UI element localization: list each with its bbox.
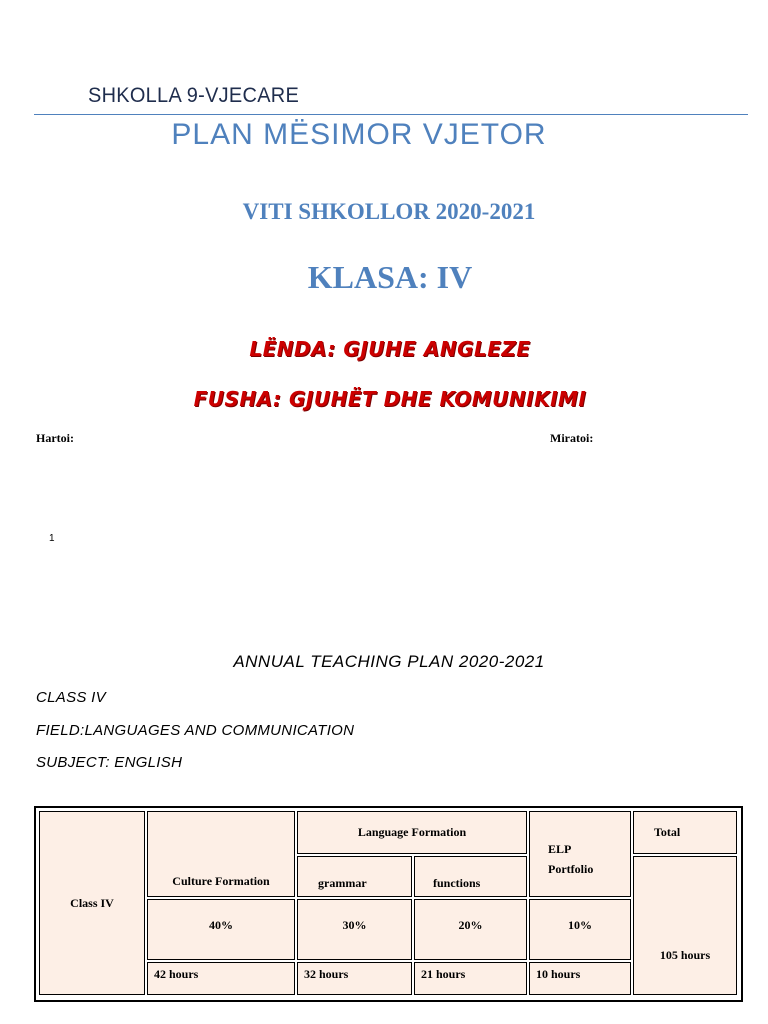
table-cell-language: Language Formation [297,811,527,854]
table-cell-functions-hours: 21 hours [414,962,527,995]
school-name: SHKOLLA 9-VJECARE [88,84,300,107]
table-cell-culture-hours: 42 hours [147,962,295,995]
plan-field: FIELD:LANGUAGES AND COMMUNICATION [36,722,355,739]
subject-heading: LËNDA: GJUHE ANGLEZE [249,337,531,361]
table-cell-grammar-hours: 32 hours [297,962,412,995]
plan-table [34,806,743,1002]
plan-subject: SUBJECT: ENGLISH [36,754,183,771]
table-cell-grammar: grammar [297,856,412,897]
table-cell-culture: Culture Formation [147,811,295,897]
table-cell-class: Class IV [39,811,145,995]
table-cell-grammar-pct: 30% [297,899,412,960]
table-cell-elp: ELP Portfolio [529,811,631,897]
prepared-by-label: Hartoi: [36,431,74,445]
school-year: VITI SHKOLLOR 2020-2021 [242,199,536,224]
approved-by-label: Miratoi: [550,431,594,445]
table-cell-elp-pct: 10% [529,899,631,960]
table-cell-total-hours: 105 hours [633,856,737,995]
annual-plan-title: ANNUAL TEACHING PLAN 2020-2021 [233,652,545,671]
class-heading: KLASA: IV [307,259,473,295]
header-rule [34,114,748,115]
page-number: 1 [49,533,55,544]
table-cell-functions: functions [414,856,527,897]
table-cell-culture-pct: 40% [147,899,295,960]
table-cell-elp-hours: 10 hours [529,962,631,995]
plan-class: CLASS IV [36,689,106,706]
field-heading: FUSHA: GJUHËT DHE KOMUNIKIMI [193,387,587,411]
plan-title: PLAN MËSIMOR VJETOR [171,118,547,151]
table-cell-functions-pct: 20% [414,899,527,960]
table-cell-total: Total [633,811,737,854]
